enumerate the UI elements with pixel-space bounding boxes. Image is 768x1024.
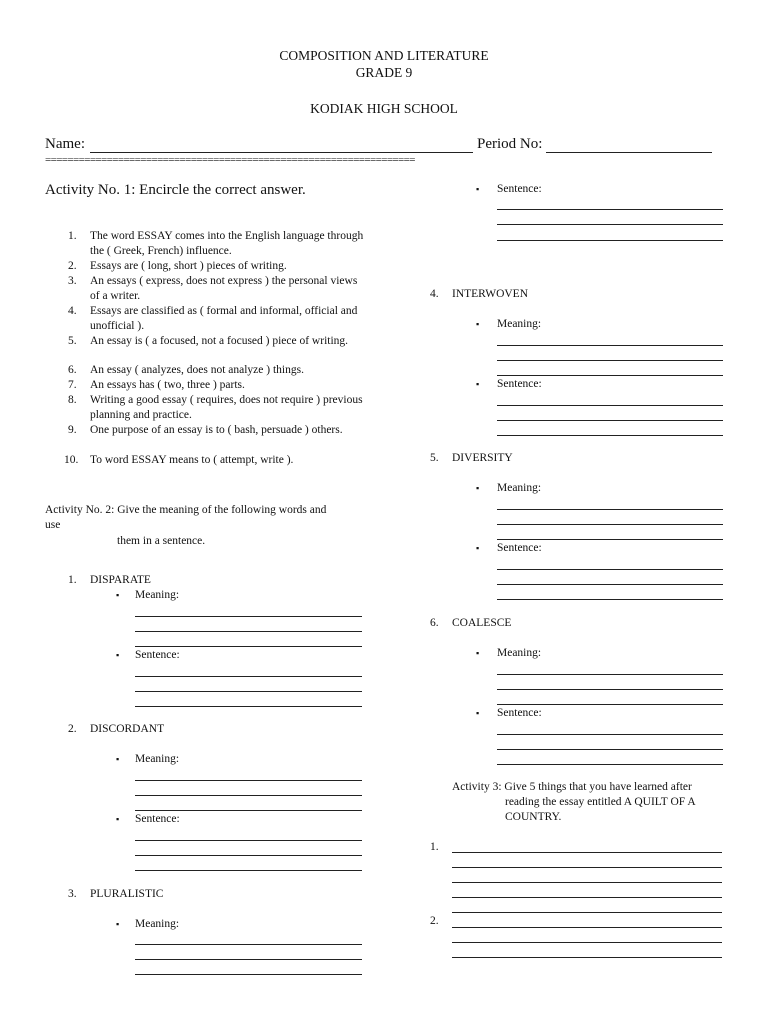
word-number: 4. (430, 288, 439, 300)
meaning-answer-line[interactable] (135, 631, 362, 632)
bullet-icon: ▪ (476, 184, 480, 194)
meaning-label: Meaning: (497, 647, 542, 659)
meaning-label: Meaning: (135, 918, 180, 930)
sentence-answer-line[interactable] (497, 584, 723, 585)
question-number: 1. (68, 230, 77, 242)
vocab-word: INTERWOVEN (452, 288, 529, 300)
title-line-2: GRADE 9 (355, 65, 413, 80)
sentence-label: Sentence: (135, 813, 180, 825)
sentence-answer-line[interactable] (135, 706, 362, 707)
meaning-answer-line[interactable] (497, 375, 723, 376)
bullet-icon: ▪ (116, 919, 120, 929)
sentence-answer-line[interactable] (497, 209, 723, 210)
meaning-answer-line[interactable] (135, 810, 362, 811)
sentence-answer-line[interactable] (497, 420, 723, 421)
sentence-answer-line[interactable] (497, 734, 723, 735)
answer-line[interactable] (452, 927, 722, 928)
sentence-answer-line[interactable] (135, 676, 362, 677)
bullet-icon: ▪ (476, 379, 480, 389)
meaning-answer-line[interactable] (135, 646, 362, 647)
sentence-answer-line[interactable] (135, 855, 362, 856)
meaning-label: Meaning: (497, 482, 542, 494)
meaning-label: Meaning: (497, 318, 542, 330)
sentence-label: Sentence: (497, 542, 542, 554)
activity2-title-line-1: Activity No. 2: Give the meaning of the following words and (45, 504, 327, 516)
sentence-label: Sentence: (497, 378, 542, 390)
period-field-line[interactable] (546, 152, 712, 153)
vocab-word: PLURALISTIC (90, 888, 164, 900)
meaning-answer-line[interactable] (497, 539, 723, 540)
bullet-icon: ▪ (476, 543, 480, 553)
question-text: Essays are classified as ( formal and informal, official and unofficial ). (90, 305, 358, 332)
school-name: KODIAK HIGH SCHOOL (310, 101, 458, 116)
bullet-icon: ▪ (116, 814, 120, 824)
question-number: 6. (68, 364, 77, 376)
title-line-1: COMPOSITION AND LITERATURE (279, 48, 489, 63)
sentence-answer-line[interactable] (497, 749, 723, 750)
question-number: 5. (68, 335, 77, 347)
sentence-label: Sentence: (497, 707, 542, 719)
activity2-title-line-3: them in a sentence. (117, 535, 206, 547)
sentence-answer-line[interactable] (497, 224, 723, 225)
question-number: 10. (64, 454, 79, 466)
question-number: 3. (68, 275, 77, 287)
word-number: 1. (68, 574, 77, 586)
meaning-answer-line[interactable] (135, 959, 362, 960)
bullet-icon: ▪ (116, 754, 120, 764)
meaning-answer-line[interactable] (497, 345, 723, 346)
answer-line[interactable] (452, 957, 722, 958)
word-number: 5. (430, 452, 439, 464)
sentence-answer-line[interactable] (497, 569, 723, 570)
sentence-answer-line[interactable] (135, 840, 362, 841)
question-text: An essays has ( two, three ) parts. (90, 379, 245, 391)
sentence-answer-line[interactable] (497, 405, 723, 406)
word-number: 6. (430, 617, 439, 629)
meaning-answer-line[interactable] (135, 974, 362, 975)
sentence-answer-line[interactable] (135, 870, 362, 871)
activity1-title: Activity No. 1: Encircle the correct answer. (45, 182, 306, 198)
meaning-answer-line[interactable] (497, 509, 723, 510)
answer-line[interactable] (452, 912, 722, 913)
sentence-answer-line[interactable] (497, 599, 723, 600)
vocab-word: COALESCE (452, 617, 512, 629)
activity3-title-line-1: Activity 3: Give 5 things that you have learned after (452, 781, 692, 793)
question-number: 8. (68, 394, 77, 406)
activity3-title-line-2: reading the essay entitled A QUILT OF A (505, 796, 696, 808)
word-number: 3. (68, 888, 77, 900)
question-text: To word ESSAY means to ( attempt, write ). (90, 454, 294, 466)
bullet-icon: ▪ (116, 650, 120, 660)
question-text: Essays are ( long, short ) pieces of writing. (90, 260, 287, 272)
question-number: 2. (68, 260, 77, 272)
answer-line[interactable] (452, 867, 722, 868)
meaning-answer-line[interactable] (135, 795, 362, 796)
answer-line[interactable] (452, 897, 722, 898)
vocab-word: DISCORDANT (90, 723, 165, 735)
vocab-word: DIVERSITY (452, 452, 513, 464)
name-field-line[interactable] (90, 152, 473, 153)
vocab-word: DISPARATE (90, 574, 151, 586)
sentence-answer-line[interactable] (135, 691, 362, 692)
answer-number: 1. (430, 841, 439, 853)
question-number: 9. (68, 424, 77, 436)
answer-line[interactable] (452, 852, 722, 853)
meaning-answer-line[interactable] (135, 944, 362, 945)
name-label: Name: (45, 136, 85, 152)
bullet-icon: ▪ (476, 708, 480, 718)
period-label: Period No: (477, 136, 543, 152)
bullet-icon: ▪ (476, 483, 480, 493)
meaning-answer-line[interactable] (497, 524, 723, 525)
sentence-label: Sentence: (135, 649, 180, 661)
sentence-label: Sentence: (497, 183, 542, 195)
meaning-label: Meaning: (135, 589, 180, 601)
sentence-answer-line[interactable] (497, 435, 723, 436)
answer-line[interactable] (452, 882, 722, 883)
word-number: 2. (68, 723, 77, 735)
separator-line: ================================================================== (45, 154, 415, 166)
sentence-answer-line[interactable] (497, 764, 723, 765)
answer-line[interactable] (452, 942, 722, 943)
question-text: An essay is ( a focused, not a focused ) piece of writing. (90, 335, 349, 347)
question-number: 4. (68, 305, 77, 317)
meaning-answer-line[interactable] (497, 689, 723, 690)
activity2-title-line-2: use (45, 519, 61, 531)
question-text: An essays ( express, does not express ) the personal views of a writer. (90, 275, 358, 302)
sentence-answer-line[interactable] (497, 240, 723, 241)
bullet-icon: ▪ (116, 590, 120, 600)
bullet-icon: ▪ (476, 648, 480, 658)
meaning-answer-line[interactable] (497, 674, 723, 675)
question-text: The word ESSAY comes into the English language through the ( Greek, French) influence. (90, 230, 364, 257)
meaning-answer-line[interactable] (135, 616, 362, 617)
activity3-title-line-3: COUNTRY. (505, 811, 562, 823)
meaning-answer-line[interactable] (135, 780, 362, 781)
question-text: One purpose of an essay is to ( bash, persuade ) others. (90, 424, 343, 436)
question-text: An essay ( analyzes, does not analyze ) things. (90, 364, 304, 376)
meaning-answer-line[interactable] (497, 360, 723, 361)
bullet-icon: ▪ (476, 319, 480, 329)
meaning-answer-line[interactable] (497, 704, 723, 705)
question-text: Writing a good essay ( requires, does not require ) previous planning and practice. (90, 394, 363, 421)
answer-number: 2. (430, 915, 439, 927)
meaning-label: Meaning: (135, 753, 180, 765)
question-number: 7. (68, 379, 77, 391)
